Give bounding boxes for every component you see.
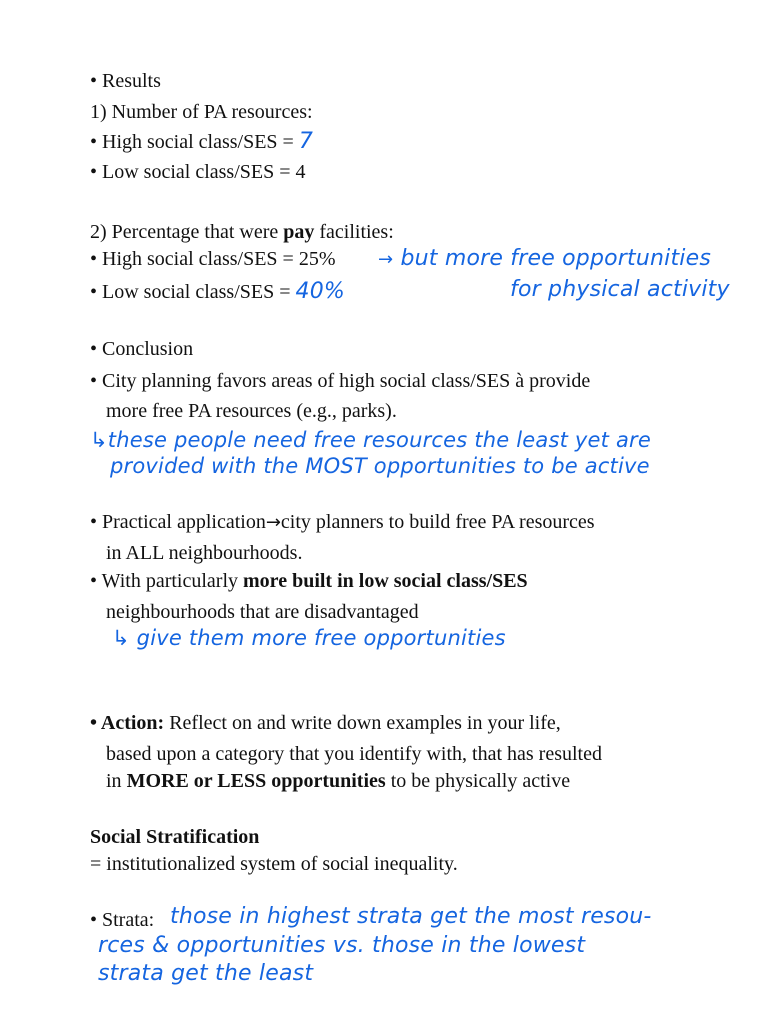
low-ses-pay <box>90 279 345 305</box>
high-ses-pay: • High social class/SES = 25% <box>90 248 336 270</box>
action-line3-post: to be physically active <box>385 770 571 792</box>
high-ses-pay-note <box>378 246 711 273</box>
action-line3-bold: MORE or LESS opportunities <box>126 770 386 792</box>
strata-note-line1: those in highest strata get the most resou- <box>170 904 652 929</box>
arrow-right-icon: → <box>378 249 394 270</box>
pay-facilities-title-post: facilities: <box>314 221 394 243</box>
strata-note-line2: rces & opportunities vs. those in the lowest <box>98 933 586 958</box>
high-ses-resources-label: • High social class/SES = <box>90 131 299 153</box>
practical-line3 <box>90 569 528 593</box>
high-ses-resources-handwritten-value: 7 <box>298 129 314 154</box>
conclusion-line2: more free PA resources (e.g., parks). <box>106 400 397 422</box>
pa-resources-title: 1) Number of PA resources: <box>90 101 313 123</box>
strata-label: • Strata: <box>90 909 155 931</box>
action-line2: based upon a category that you identify with, that has resulted <box>106 743 602 765</box>
results-heading: • Results <box>90 70 161 92</box>
high-ses-pay-note-text: but more free opportunities <box>400 246 711 271</box>
stratification-heading-text: Social Stratification <box>90 826 260 848</box>
low-ses-pay-handwritten-value: 40% <box>295 279 345 304</box>
arrow-right-icon: → <box>265 512 281 533</box>
practical-line1 <box>90 510 595 535</box>
high-ses-resources <box>90 129 313 155</box>
conclusion-note-line2: provided with the MOST opportunities to be active <box>110 454 650 478</box>
practical-line1-pre: • Practical application <box>90 511 266 533</box>
conclusion-heading: • Conclusion <box>90 338 194 360</box>
high-ses-pay-note-line2: for physical activity <box>510 277 730 302</box>
pay-facilities-title-bold: pay <box>283 221 315 243</box>
action-line1 <box>90 711 561 735</box>
strata-note-line3: strata get the least <box>98 961 314 986</box>
pay-facilities-title-pre: 2) Percentage that were <box>90 221 284 243</box>
action-label: • Action: <box>90 712 165 734</box>
low-ses-pay-label: • Low social class/SES = <box>90 281 296 303</box>
practical-note: ↳ give them more free opportunities <box>112 626 506 650</box>
action-line3-pre: in <box>106 770 127 792</box>
stratification-definition: = institutionalized system of social inequality. <box>90 853 458 875</box>
practical-line3-bold: more built in low social class/SES <box>243 570 528 592</box>
practical-line2: in ALL neighbourhoods. <box>106 542 303 564</box>
action-line1-text: Reflect on and write down examples in your life, <box>164 712 561 734</box>
stratification-heading <box>90 825 259 849</box>
action-line3 <box>106 769 570 793</box>
low-ses-resources: • Low social class/SES = 4 <box>90 161 306 183</box>
practical-line1-post: city planners to build free PA resources <box>280 511 595 533</box>
conclusion-note-line1: ↳these people need free resources the least yet are <box>90 428 652 452</box>
practical-line4: neighbourhoods that are disadvantaged <box>106 601 419 623</box>
conclusion-line1: • City planning favors areas of high social class/SES à provide <box>90 370 591 392</box>
pay-facilities-title <box>90 220 394 244</box>
practical-line3-pre: • With particularly <box>90 570 244 592</box>
